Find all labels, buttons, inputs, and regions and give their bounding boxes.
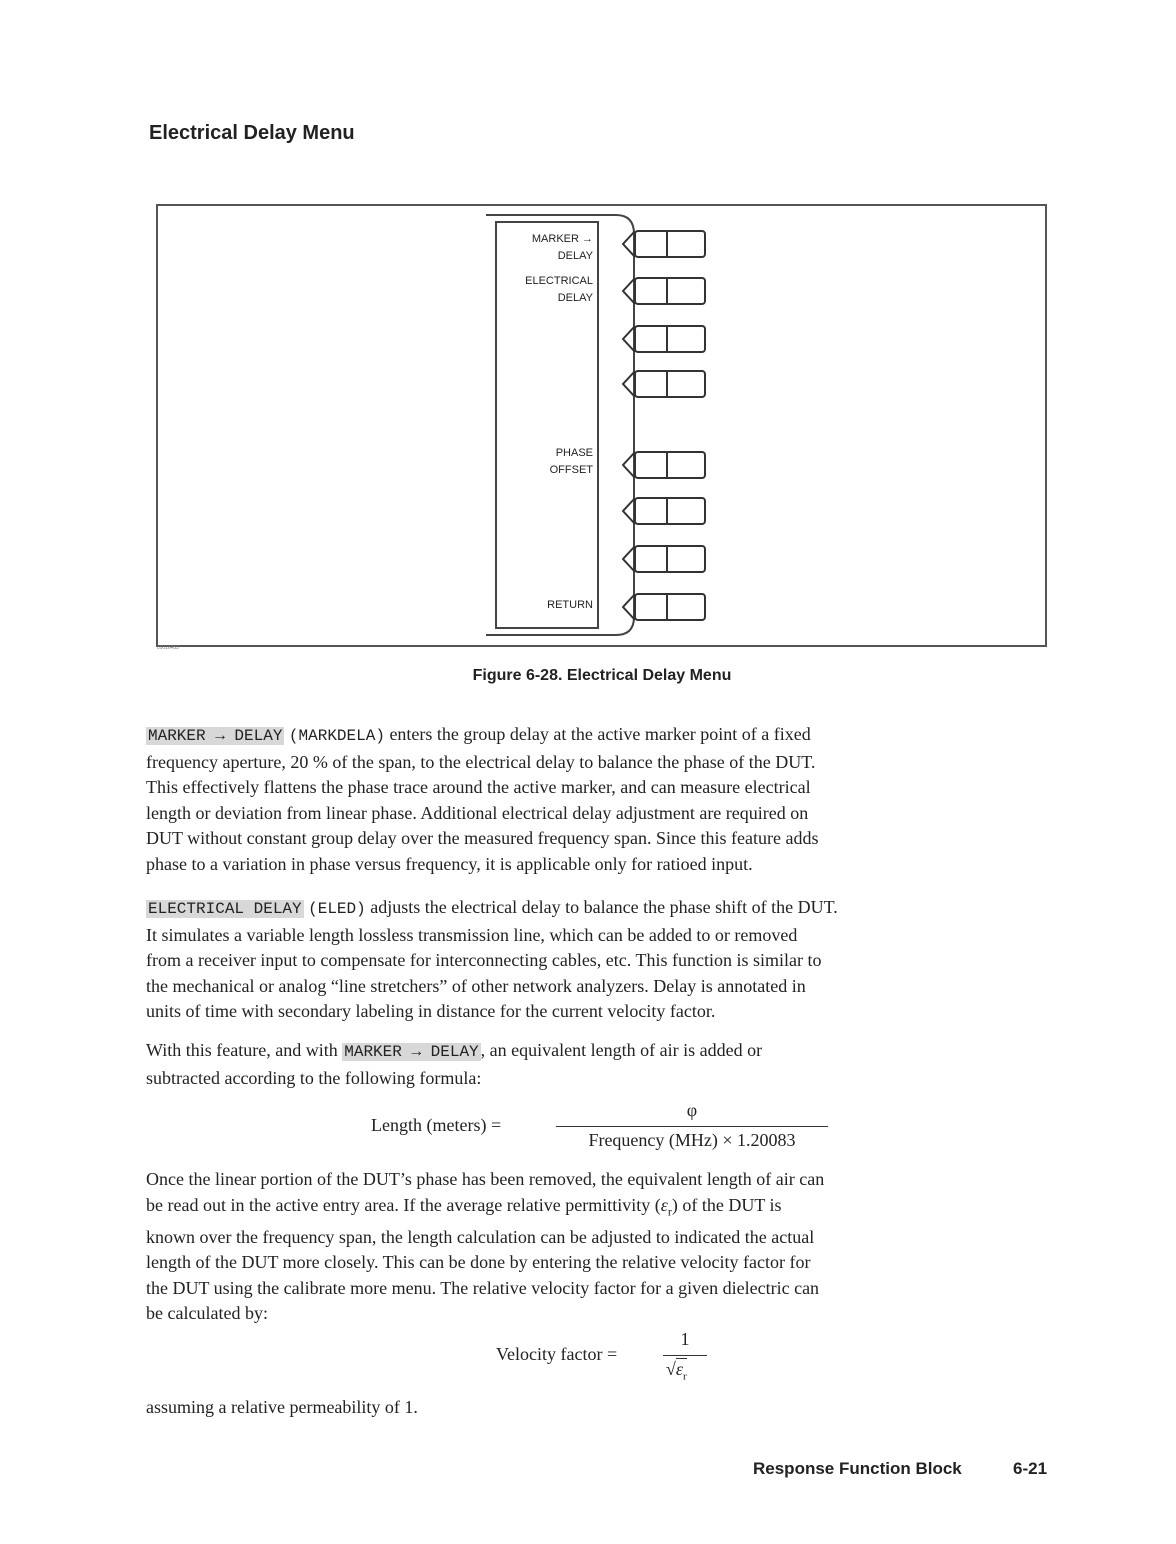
- softkey-2[interactable]: [621, 277, 707, 305]
- softkey-8[interactable]: [621, 593, 707, 621]
- formula-velocity-lhs: Velocity factor =: [496, 1344, 618, 1364]
- softkey-label-return: RETURN: [547, 599, 593, 611]
- command-mnemonic: (MARKDELA): [288, 727, 385, 745]
- softkey-ref-electrical-delay: ELECTRICAL DELAY: [148, 900, 302, 918]
- figure-code: c0016453: [157, 645, 179, 651]
- formula-velocity-numerator: 1: [680, 1329, 690, 1349]
- formula-length-lhs: Length (meters) =: [371, 1115, 502, 1135]
- paragraph-marker-delay: MARKER → DELAY (MARKDELA) enters the group delay at the active marker point of a fixed frequency aperture, 20 % of the span, to the electrical delay to balance the phase of the DUT. This effectively flattens the phase trace around the active marker, and can measure electrical length or deviation from linear phase. Additional electrical delay adjustment are required on DUT without constant group delay over the measured frequency span. Since this feature adds phase to a variation in phase versus frequency, it is applicable only for ratioed input.: [146, 724, 819, 874]
- softkey-label-marker-delay: MARKER → DELAY: [531, 233, 593, 262]
- softkey-4[interactable]: [621, 370, 707, 398]
- figure-caption: Figure 6-28. Electrical Delay Menu: [472, 667, 732, 684]
- softkey-menu-panel: [495, 221, 599, 629]
- section-title: Electrical Delay Menu: [149, 122, 355, 144]
- formula-length-fraction-bar: [556, 1126, 828, 1127]
- softkey-6[interactable]: [621, 497, 707, 525]
- footer-section-name: Response Function Block: [753, 1459, 962, 1478]
- softkey-3[interactable]: [621, 325, 707, 353]
- softkey-ref-marker-delay: MARKER → DELAY: [148, 727, 283, 745]
- softkey-7[interactable]: [621, 545, 707, 573]
- command-mnemonic: (ELED): [308, 900, 366, 918]
- softkey-1[interactable]: [621, 230, 707, 258]
- formula-length-numerator: φ: [686, 1100, 698, 1120]
- softkey-label-electrical-delay: ELECTRICAL DELAY: [525, 275, 593, 304]
- paragraph-electrical-delay: ELECTRICAL DELAY (ELED) adjusts the electrical delay to balance the phase shift of the DUT. It simulates a variable length lossless transmission line, which can be added to or removed from a receiver input to compensate for interconnecting cables, etc. This function is similar to the mechanical or analog “line stretchers” of other network analyzers. Delay is annotated in units of time with secondary labeling in distance for the current velocity factor.: [146, 897, 838, 1021]
- softkey-5[interactable]: [621, 451, 707, 479]
- formula-length-denominator: Frequency (MHz) × 1.20083: [588, 1130, 796, 1150]
- formula-velocity-fraction-bar: [663, 1355, 707, 1356]
- paragraph-permittivity: Once the linear portion of the DUT’s phase has been removed, the equivalent length of air can be read out in the active entry area. If the average relative permittivity $(\varepsilon_r)$ of the DUT is known over the frequency span, the length calculation can be adjusted to indicated the actual length of the DUT more closely. This can be done by entering the relative velocity factor for the DUT using the calibrate more menu. The relative velocity factor for a given dielectric can be calculated by:: [146, 1169, 825, 1324]
- paragraph-permeability: assuming a relative permeability of 1.: [146, 1397, 418, 1417]
- figure-frame: [156, 204, 1047, 647]
- paragraph-feature: With this feature, and with MARKER → DELAY , an equivalent length of air is added or subtracted according to the following formula:: [146, 1040, 763, 1088]
- softkey-label-phase-offset: PHASE OFFSET: [549, 447, 593, 476]
- formula-velocity-denominator: $√\varepsilon_r$: [666, 1359, 687, 1383]
- footer-page-number: 6-21: [1013, 1459, 1048, 1478]
- softkey-ref-marker-delay: MARKER → DELAY: [344, 1043, 479, 1061]
